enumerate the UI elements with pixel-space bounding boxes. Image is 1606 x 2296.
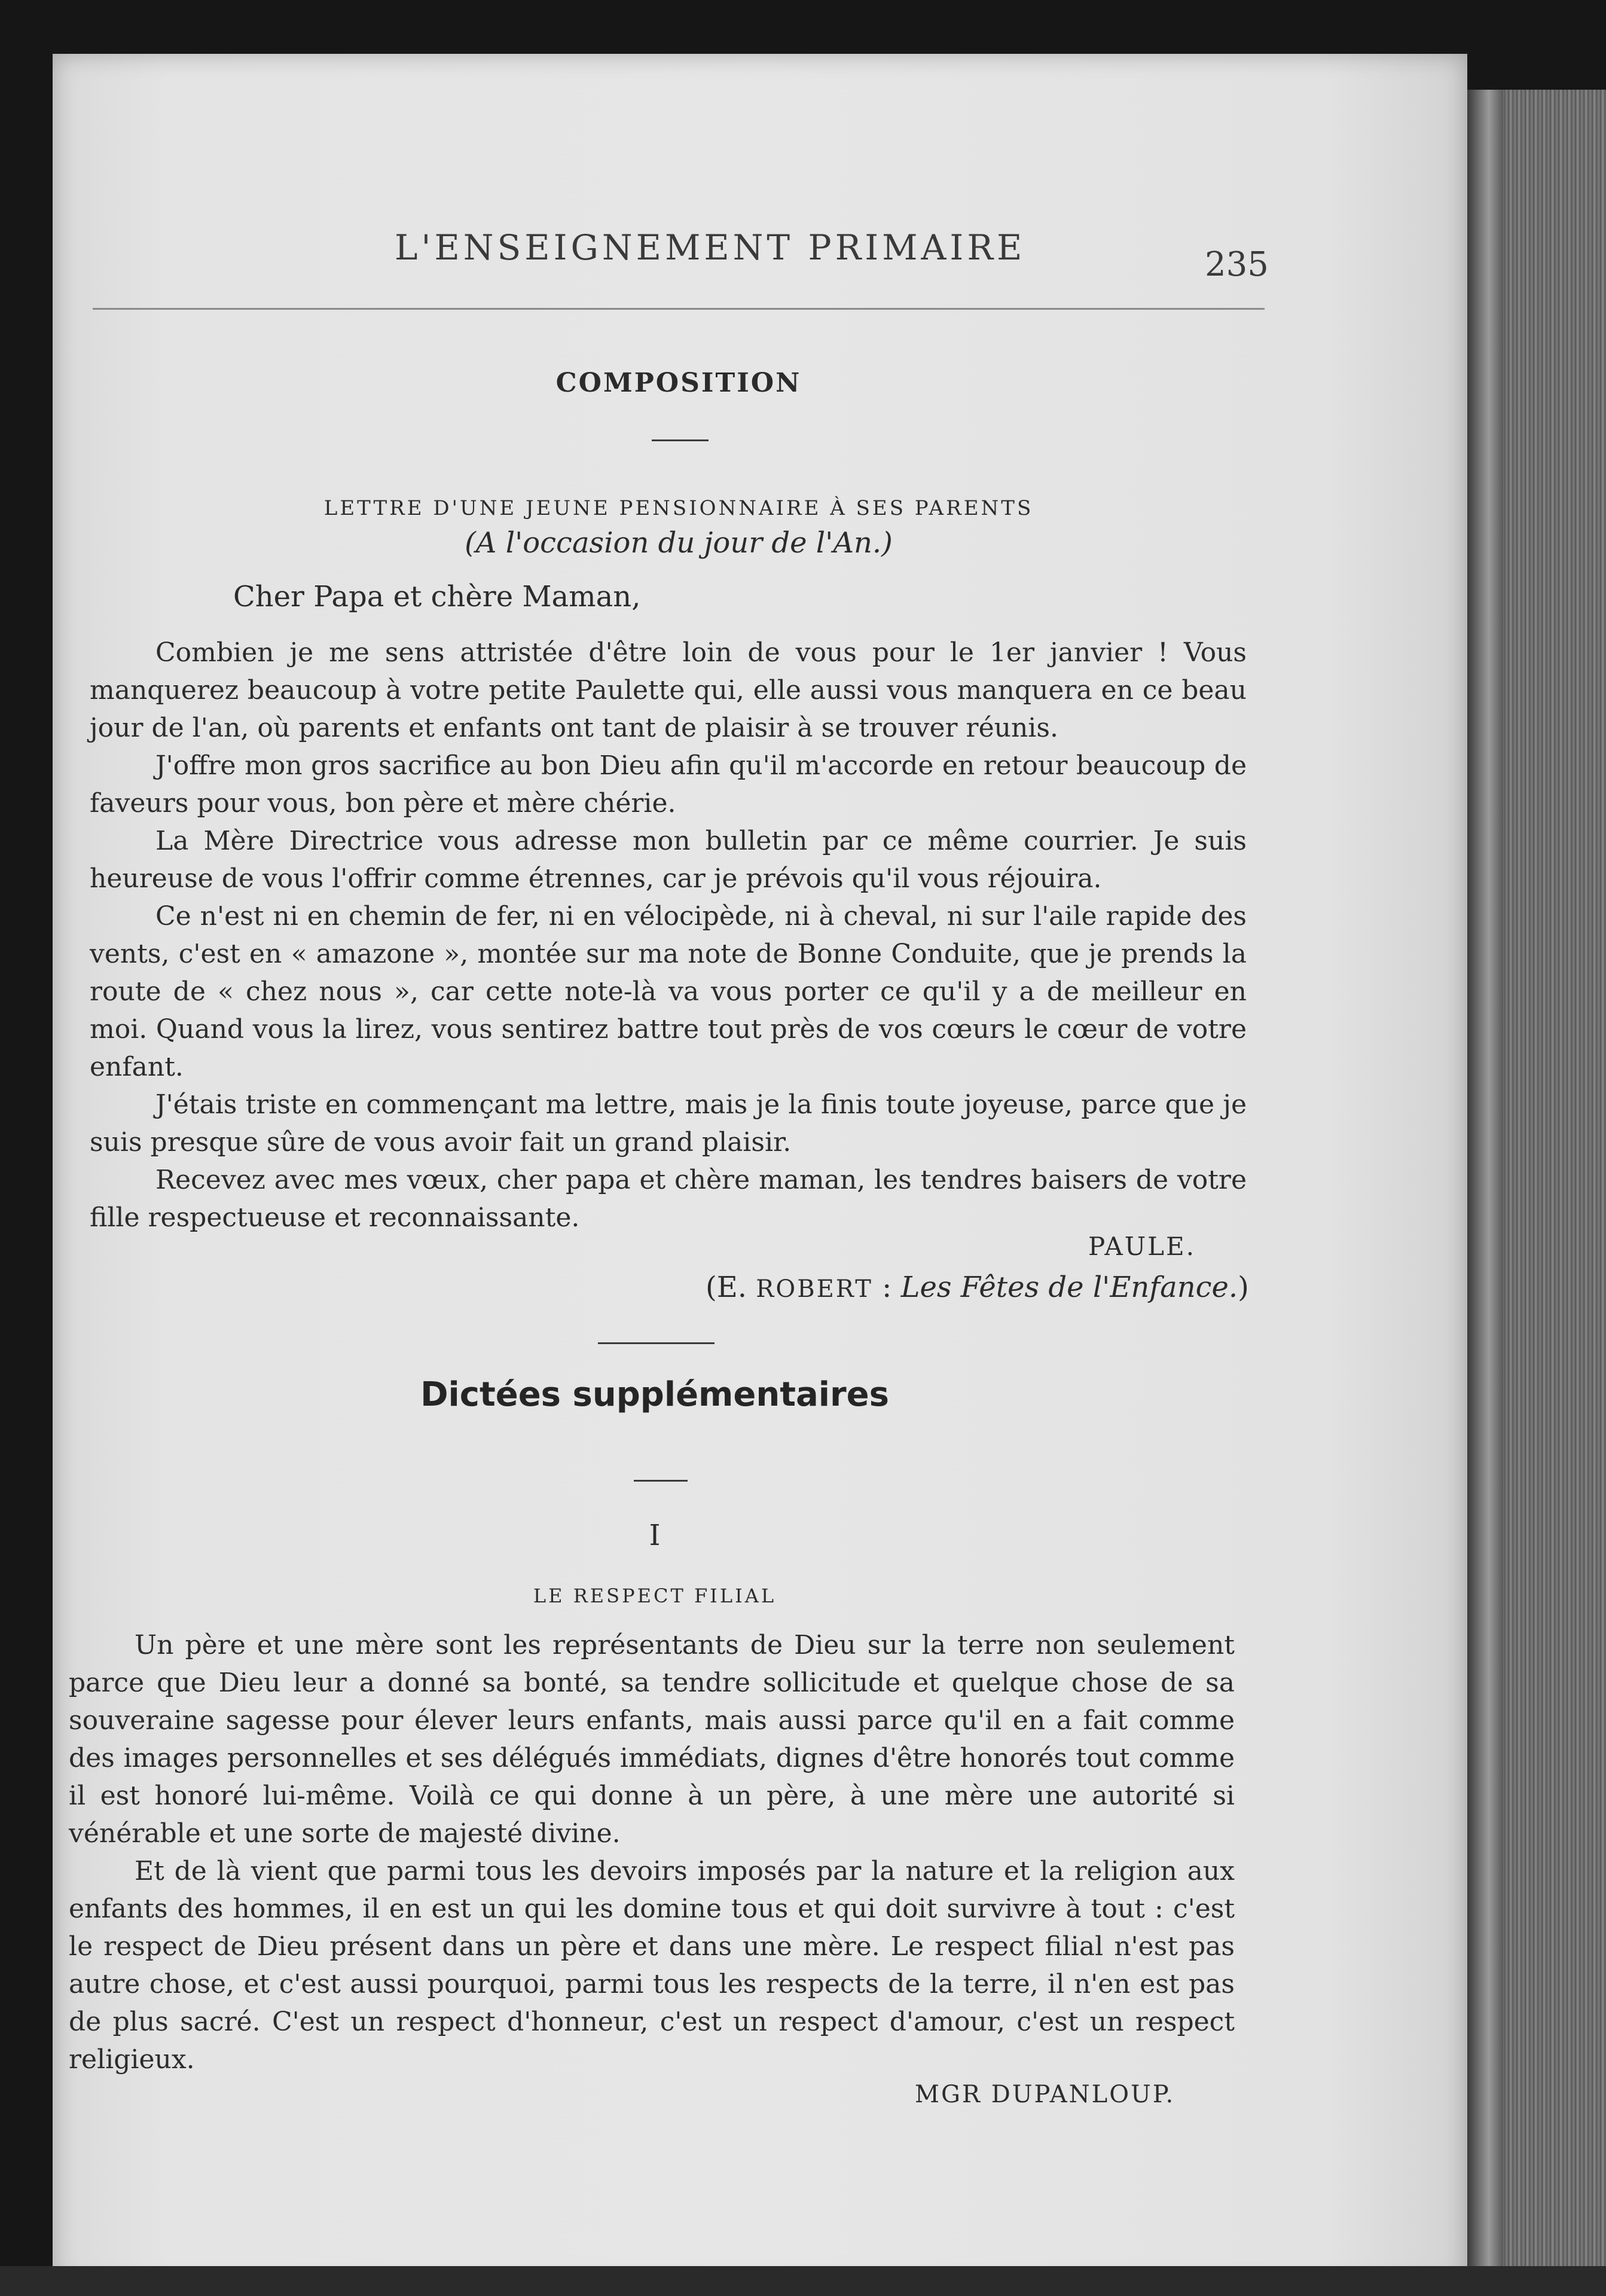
letter-paragraph: J'étais triste en commençant ma lettre, mais je la finis toute joyeuse, parce que je suis presque sûre de vous avoir fait un grand plaisir. xyxy=(90,1089,1247,1158)
letter-paragraph: La Mère Directrice vous adresse mon bulletin par ce même courrier. Je suis heureuse de vous l'offrir comme étrennes, car je prévois qu'il vous réjouira. xyxy=(90,826,1247,894)
scan-bottom-border xyxy=(0,2266,1606,2296)
letter-paragraph: Combien je me sens attristée d'être loin de vous pour le 1er janvier ! Vous manquerez beaucoup à votre petite Paulette qui, elle aussi vous manquera en ce beau jour de l'an, où parents et enfants ont tant de plaisir à se trouver réunis. xyxy=(90,637,1247,743)
dictee-body xyxy=(69,1626,1235,2078)
title-divider xyxy=(652,439,709,441)
dictee-paragraph: Et de là vient que parmi tous les devoirs imposés par la nature et la religion aux enfants des hommes, il en est un qui les domine tous et qui doit survivre à tout : c'est le respect de Dieu présent dans un père et dans une mère. Le respect filial n'est pas autre chose, et c'est aussi pourquoi, parmi tous les respects de la terre, il n'en est pas de plus sacré. C'est un respect d'honneur, c'est un respect d'amour, c'est un respect religieux. xyxy=(69,1856,1235,2075)
dictee-author: MGR DUPANLOUP. xyxy=(915,2081,1176,2108)
letter-salutation: Cher Papa et chère Maman, xyxy=(233,580,641,613)
page-edge-shadow xyxy=(1467,90,1503,2296)
dictees-divider xyxy=(634,1480,688,1482)
letter-paragraph: Recevez avec mes vœux, cher papa et chère maman, les tendres baisers de votre fille respectueuse et reconnaissante. xyxy=(90,1165,1247,1233)
letter-signature: PAULE. xyxy=(1088,1232,1196,1261)
running-head: L'ENSEIGNEMENT PRIMAIRE xyxy=(395,227,1026,268)
page-number: 235 xyxy=(1205,245,1269,284)
letter-paragraph: Ce n'est ni en chemin de fer, ni en vélocipède, ni à cheval, ni sur l'aile rapide des vents, c'est en « amazone », montée sur ma note de Bonne Conduite, que je prends la route de « chez nous », car cette note-là va vous porter ce qu'il y a de meilleur en moi. Quand vous la lirez, vous sentirez battre tout près de vos cœurs le cœur de votre enfant. xyxy=(90,901,1247,1082)
dictee-paragraph: Un père et une mère sont les représentants de Dieu sur la terre non seulement parce que Dieu leur a donné sa bonté, sa tendre sollicitude et quelque chose de sa souveraine sagesse pour élever leurs enfants, mais aussi parce qu'il en a fait comme des images personnelles et ses délégués immédiats, dignes d'être honorés tout comme il est honoré lui-même. Voilà ce qui donne à un père, à une mère une autorité si vénérable et une sorte de majesté divine. xyxy=(69,1630,1235,1849)
dictee-number: I xyxy=(649,1519,661,1552)
source-close: ) xyxy=(1238,1271,1249,1304)
header-rule xyxy=(93,308,1265,310)
letter-paragraph: J'offre mon gros sacrifice au bon Dieu afin qu'il m'accorde en retour beaucoup de faveurs pour vous, bon père et mère chérie. xyxy=(90,750,1247,819)
letter-source xyxy=(706,1271,1249,1304)
dictee-caption: LE RESPECT FILIAL xyxy=(533,1584,777,1607)
letter-body xyxy=(90,634,1247,1236)
source-work: Les Fêtes de l'Enfance. xyxy=(900,1271,1238,1304)
dictees-title: Dictées supplémentaires xyxy=(420,1375,889,1414)
letter-occasion: (A l'occasion du jour de l'An.) xyxy=(465,526,893,560)
section-divider xyxy=(598,1342,715,1344)
source-author: ROBERT xyxy=(756,1275,873,1303)
letter-subtitle: LETTRE D'UNE JEUNE PENSIONNAIRE À SES PARENTS xyxy=(323,496,1034,520)
source-separator: : xyxy=(872,1271,901,1304)
source-open: (E. xyxy=(706,1271,756,1304)
composition-title: COMPOSITION xyxy=(555,368,802,398)
